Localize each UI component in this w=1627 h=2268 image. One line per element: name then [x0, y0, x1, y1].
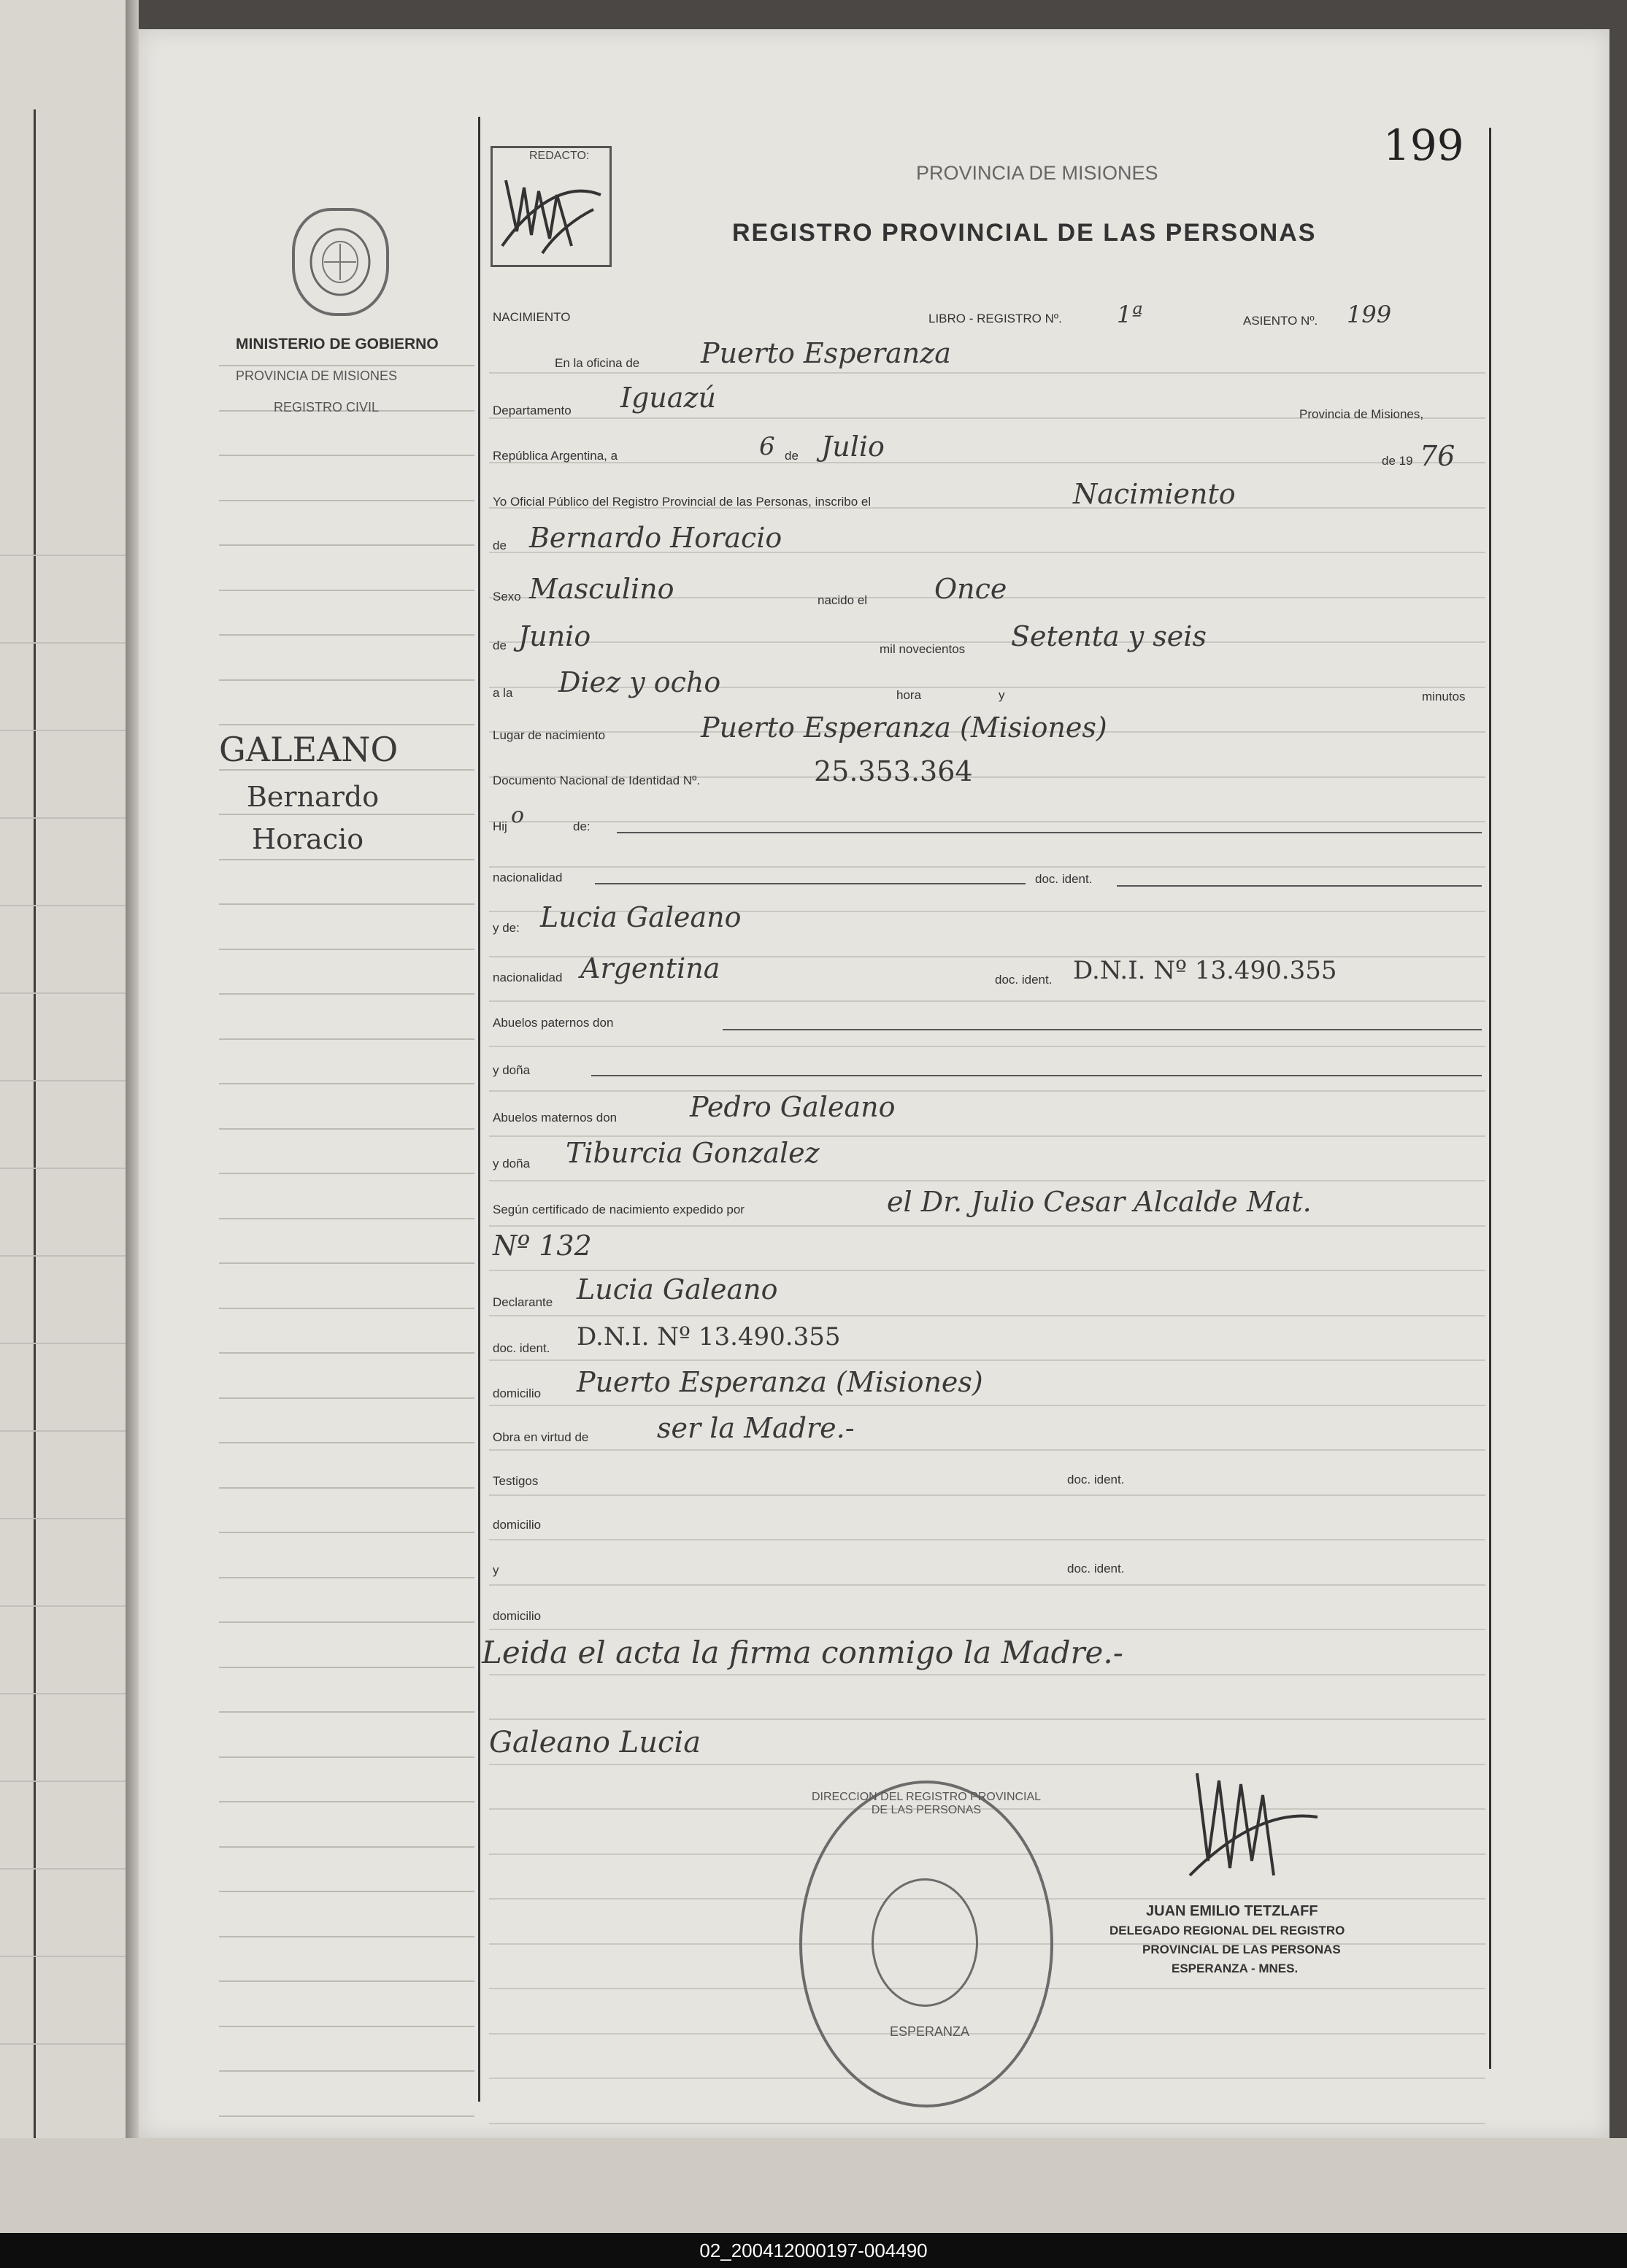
official-signature	[1182, 1751, 1328, 1890]
lugar-value: Puerto Esperanza (Misiones)	[701, 711, 1107, 744]
redacto-box	[491, 146, 612, 267]
abuelos-pat-label: Abuelos paternos don	[493, 1016, 614, 1030]
ruled-line	[489, 1764, 1485, 1765]
ruled-line	[489, 1449, 1485, 1451]
official-name: JUAN EMILIO TETZLAFF	[1146, 1903, 1318, 1919]
abuelos-mat-label: Abuelos maternos don	[493, 1111, 618, 1125]
ruled-line	[219, 1128, 474, 1130]
ruled-line	[219, 365, 474, 366]
acto-value: Nacimiento	[1073, 478, 1236, 510]
ruled-line	[489, 1359, 1485, 1361]
ruled-line	[219, 1980, 474, 1982]
ruled-line	[219, 1621, 474, 1623]
libro-value: 1ª	[1117, 301, 1143, 328]
ruled-line	[219, 679, 474, 681]
ruled-line	[489, 1674, 1485, 1675]
madre-value: Lucia Galeano	[540, 901, 742, 933]
ruled-line	[219, 724, 474, 725]
sexo-value: Masculino	[529, 573, 674, 605]
closing-text: Leida el acta la firma conmigo la Madre.-	[482, 1635, 1123, 1670]
testigos-label: Testigos	[493, 1474, 539, 1488]
ruled-line	[219, 1577, 474, 1578]
adjacent-page-rule	[34, 109, 36, 2153]
y-dona2-label: y doña	[493, 1157, 531, 1170]
adjacent-page	[0, 0, 126, 2182]
doc-madre-value: D.N.I. Nº 13.490.355	[1073, 956, 1337, 985]
nacionalidad-padre-blank	[595, 883, 1026, 884]
de3-label: de	[493, 639, 507, 652]
coat-of-arms-icon	[292, 208, 389, 316]
de4-label: de:	[573, 819, 591, 833]
sexo-label: Sexo	[493, 590, 521, 603]
dni-value: 25.353.364	[814, 755, 973, 787]
hijo-label: Hij	[493, 819, 507, 833]
initials-signature	[499, 166, 604, 261]
ruled-line	[219, 1801, 474, 1802]
nombre-value: Bernardo Horacio	[529, 522, 782, 554]
mil-label: mil novecientos	[880, 642, 966, 656]
ruled-line	[219, 1756, 474, 1758]
ruled-line	[489, 1405, 1485, 1406]
ruled-line	[219, 1846, 474, 1848]
departamento-label: Departamento	[493, 404, 572, 417]
oficina-label: En la oficina de	[555, 356, 640, 370]
ruled-line	[489, 1090, 1485, 1092]
book-spine	[126, 0, 139, 2182]
ruled-line	[219, 1936, 474, 1937]
official-title-2: PROVINCIAL DE LAS PERSONAS	[1142, 1943, 1341, 1956]
header-province: PROVINCIA DE MISIONES	[916, 162, 1158, 184]
ruled-line	[219, 1667, 474, 1668]
left-province-label: PROVINCIA DE MISIONES	[236, 369, 398, 383]
right-rule	[1489, 128, 1491, 2069]
page-edge	[0, 2138, 1627, 2233]
nacionalidad-label: nacionalidad	[493, 871, 563, 884]
domicilio3-label: domicilio	[493, 1609, 542, 1623]
seal-ring-text: DIRECCION DEL REGISTRO PROVINCIAL DE LAS PERSONAS	[811, 1791, 1042, 1816]
hijo-value: o	[511, 803, 525, 828]
asiento-value: 199	[1347, 301, 1392, 328]
ruled-line	[489, 1225, 1485, 1227]
ruled-line	[219, 1083, 474, 1084]
ruled-line	[219, 1352, 474, 1354]
entry-number: 199	[1383, 120, 1464, 170]
margin-name: Bernardo	[247, 781, 380, 813]
margin-middle-name: Horacio	[252, 823, 364, 855]
ruled-line	[219, 1218, 474, 1219]
padre-blank	[617, 832, 1482, 833]
anio-value: 76	[1420, 440, 1455, 472]
ruled-line	[219, 1262, 474, 1264]
ruled-line	[219, 1308, 474, 1309]
mes-nac-value: Junio	[518, 620, 591, 652]
doc-ident2-label: doc. ident.	[995, 973, 1053, 987]
header-registry: REGISTRO PROVINCIAL DE LAS PERSONAS	[732, 219, 1317, 247]
asiento-label: ASIENTO Nº.	[1243, 314, 1318, 328]
domicilio-label: domicilio	[493, 1386, 542, 1400]
y-dona-label: y doña	[493, 1063, 531, 1077]
ruled-line	[489, 1270, 1485, 1271]
obra-value: ser la Madre.-	[657, 1412, 855, 1444]
ruled-line	[489, 1539, 1485, 1540]
ruled-line	[489, 1719, 1485, 1720]
nacido-label: nacido el	[818, 593, 868, 607]
certificado-value-2: Nº 132	[493, 1230, 592, 1262]
official-seal	[799, 1781, 1053, 2107]
domicilio2-label: domicilio	[493, 1518, 542, 1532]
doc-ident-label: doc. ident.	[1035, 872, 1093, 886]
ruled-line	[219, 814, 474, 815]
oficina-value: Puerto Esperanza	[701, 337, 951, 369]
doc-test2-label: doc. ident.	[1067, 1562, 1125, 1575]
ruled-line	[219, 1891, 474, 1892]
lugar-label: Lugar de nacimiento	[493, 728, 606, 742]
abuelo-mat-value: Pedro Galeano	[690, 1091, 896, 1123]
abuelo-pat-blank	[723, 1029, 1482, 1030]
ruled-line	[219, 1397, 474, 1399]
domicilio-value: Puerto Esperanza (Misiones)	[577, 1366, 983, 1398]
y2-label: y	[493, 1563, 499, 1577]
oficial-label: Yo Oficial Público del Registro Provincial de las Personas, inscribo el	[493, 495, 872, 509]
ruled-line	[489, 1629, 1485, 1630]
doc-test-label: doc. ident.	[1067, 1473, 1125, 1486]
obra-label: Obra en virtud de	[493, 1430, 589, 1444]
file-caption: 02_200412000197-004490	[0, 2233, 1627, 2268]
doc-decl-value: D.N.I. Nº 13.490.355	[577, 1322, 841, 1351]
departamento-value: Iguazú	[620, 382, 716, 414]
ruled-line	[219, 1442, 474, 1443]
ruled-line	[489, 641, 1485, 643]
mes-value: Julio	[821, 431, 885, 463]
ruled-line	[489, 2123, 1485, 2124]
ministry-label: MINISTERIO DE GOBIERNO	[236, 336, 439, 352]
a-la-label: a la	[493, 686, 513, 700]
ruled-line	[219, 859, 474, 860]
ruled-line	[219, 1038, 474, 1040]
de2-label: de	[493, 539, 507, 552]
seal-center-text: ESPERANZA	[890, 2024, 970, 2039]
ruled-line	[489, 866, 1485, 868]
ruled-line	[219, 634, 474, 636]
redacto-label: REDACTO:	[529, 150, 590, 162]
ruled-line	[219, 2070, 474, 2072]
official-title-1: DELEGADO REGIONAL DEL REGISTRO	[1109, 1924, 1345, 1937]
declarante-label: Declarante	[493, 1295, 553, 1309]
nacionalidad2-label: nacionalidad	[493, 971, 563, 984]
y-de-label: y de:	[493, 921, 520, 935]
ruled-line	[219, 2115, 474, 2117]
ruled-line	[489, 1180, 1485, 1181]
nacionalidad-madre-value: Argentina	[580, 952, 720, 984]
ruled-line	[219, 2026, 474, 2027]
ruled-line	[219, 949, 474, 950]
anio-label: de 19	[1382, 454, 1413, 468]
ruled-line	[219, 1173, 474, 1174]
dia-value: 6	[759, 432, 775, 461]
ruled-line	[219, 590, 474, 591]
provincia-label: Provincia de Misiones,	[1299, 407, 1424, 421]
libro-label: LIBRO - REGISTRO Nº.	[928, 312, 1062, 325]
de-label: de	[785, 449, 799, 463]
ruled-line	[489, 1315, 1485, 1316]
minutos-label: minutos	[1422, 690, 1466, 703]
ruled-line	[219, 993, 474, 995]
ruled-line	[219, 455, 474, 456]
ruled-line	[219, 544, 474, 546]
ruled-line	[219, 1711, 474, 1713]
ruled-line	[219, 500, 474, 501]
dia-nac-value: Once	[934, 573, 1007, 605]
seal-inner-emblem	[872, 1878, 978, 2007]
declarante-value: Lucia Galeano	[577, 1273, 778, 1305]
mother-signature: Galeano Lucia	[489, 1726, 701, 1759]
ruled-line	[489, 1584, 1485, 1586]
ruled-line	[489, 1494, 1485, 1496]
certificado-label: Según certificado de nacimiento expedido por	[493, 1203, 745, 1216]
margin-rule	[478, 117, 480, 2102]
republica-label: República Argentina, a	[493, 449, 618, 463]
official-title-3: ESPERANZA - MNES.	[1172, 1962, 1299, 1975]
ruled-line	[219, 1532, 474, 1533]
anio-nac-value: Setenta y seis	[1011, 620, 1207, 652]
hora-value: Diez y ocho	[558, 666, 721, 698]
ruled-line	[489, 1000, 1485, 1002]
abuela-pat-blank	[591, 1075, 1482, 1076]
ruled-line	[219, 1487, 474, 1489]
ruled-line	[489, 372, 1485, 374]
margin-surname: GALEANO	[219, 730, 399, 769]
hora-label: hora	[896, 688, 922, 702]
ruled-line	[489, 462, 1485, 463]
doc-decl-label: doc. ident.	[493, 1341, 550, 1355]
record-type: NACIMIENTO	[493, 310, 571, 324]
y-label: y	[999, 688, 1005, 702]
civil-label: REGISTRO CIVIL	[274, 400, 380, 414]
certificado-value: el Dr. Julio Cesar Alcalde Mat.	[887, 1186, 1312, 1218]
dni-label: Documento Nacional de Identidad Nº.	[493, 774, 701, 787]
abuela-mat-value: Tiburcia Gonzalez	[566, 1137, 820, 1169]
ruled-line	[489, 1046, 1485, 1047]
doc-padre-blank	[1117, 885, 1482, 887]
ruled-line	[219, 903, 474, 905]
ruled-line	[489, 821, 1485, 822]
